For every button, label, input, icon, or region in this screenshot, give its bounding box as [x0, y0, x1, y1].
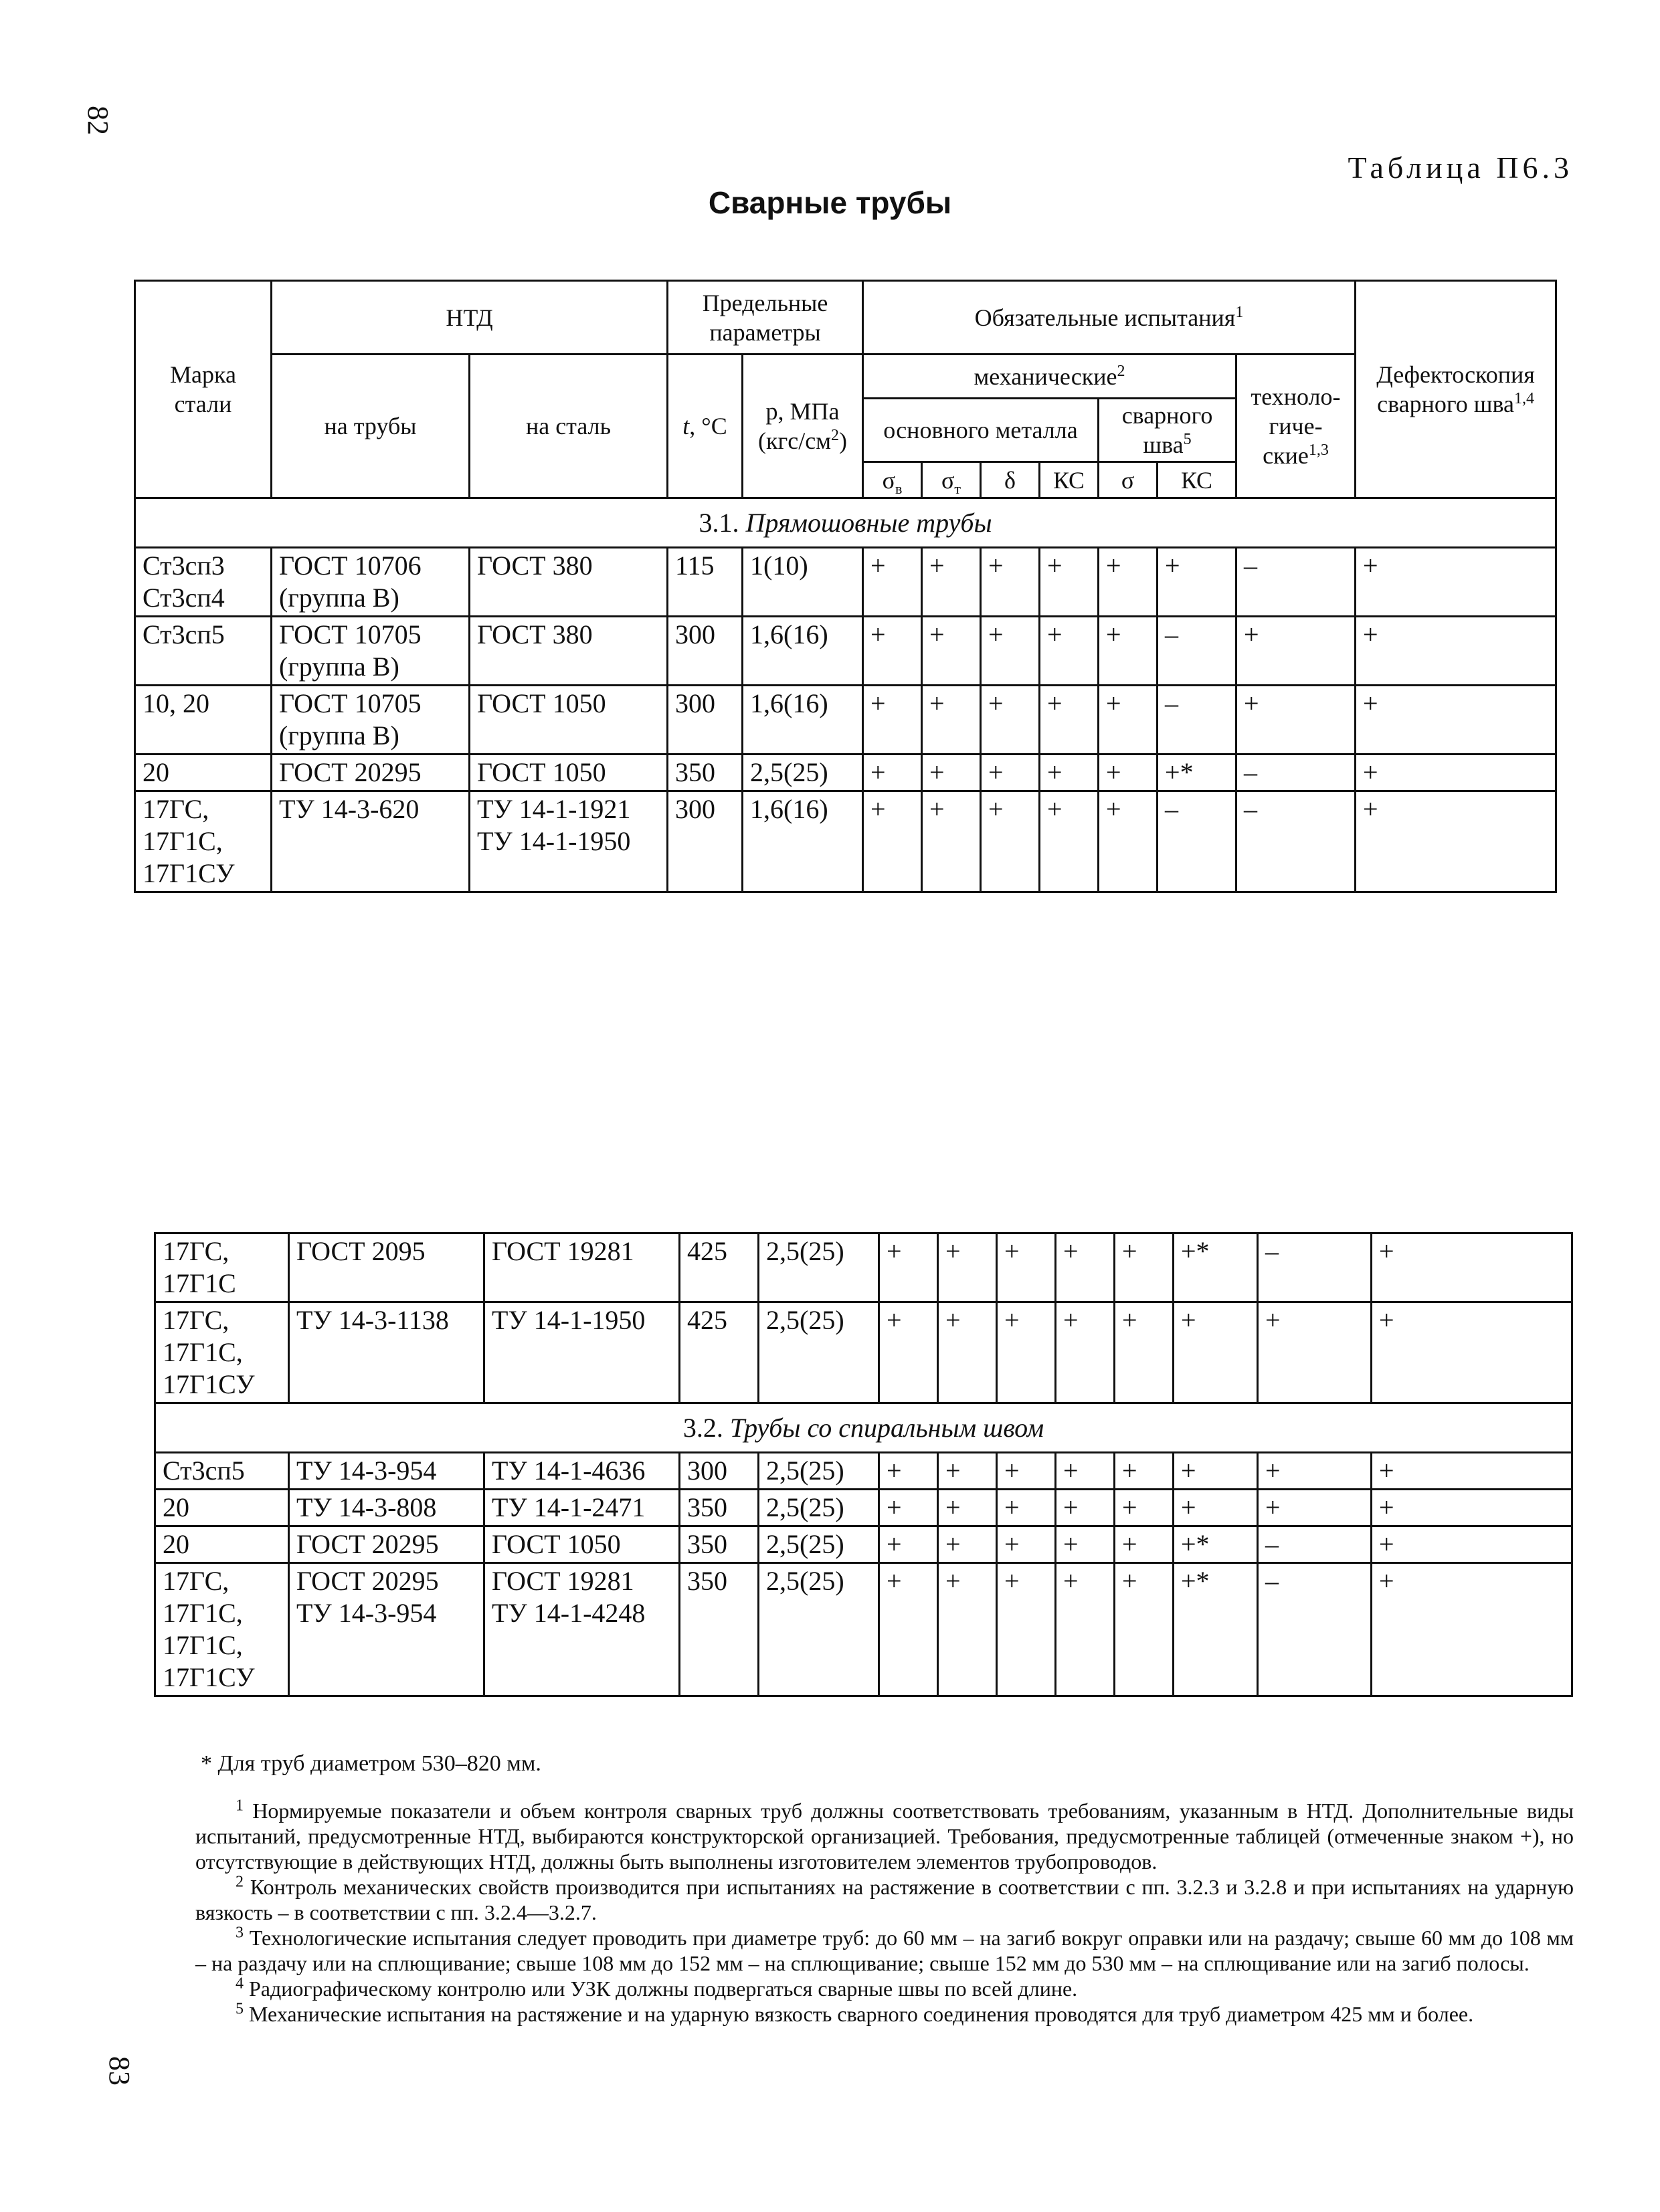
steel-grade-cell: Ст3сп5 [155, 1453, 289, 1490]
footnote-number: 5 [236, 2000, 244, 2018]
footnote [195, 1874, 1574, 1925]
table-row [155, 1526, 1572, 1563]
table-row [135, 791, 1556, 892]
table-label: Таблица П6.3 [1348, 150, 1573, 185]
test-mark-cell: + [1056, 1453, 1115, 1490]
steel-standard-cell: ТУ 14-1-1950 [484, 1302, 680, 1403]
header-mandatory-tests: Обязательные испытания$^1$ [863, 281, 1356, 355]
test-mark-cell: + [1372, 1233, 1572, 1302]
test-mark-cell: + [863, 548, 922, 617]
test-mark-cell: + [879, 1453, 938, 1490]
pipe-standard-cell: ГОСТ 10705 (группа В) [272, 686, 470, 755]
test-mark-cell: + [1158, 548, 1236, 617]
steel-standard-cell: ТУ 14-1-4636 [484, 1453, 680, 1490]
footnote-text: Механические испытания на растяжение и на ударную вязкость сварного соединения проводятся для труб диаметром 425 мм и более. [249, 2002, 1474, 2026]
header-delta: δ [981, 462, 1040, 498]
pressure-cell: 1,6(16) [743, 791, 863, 892]
page-number-bottom: 83 [103, 2056, 136, 2086]
pipe-standard-cell: ТУ 14-3-620 [272, 791, 470, 892]
pressure-cell: 2,5(25) [759, 1302, 879, 1403]
pressure-cell: 1,6(16) [743, 686, 863, 755]
test-mark-cell: + [981, 755, 1040, 791]
test-mark-cell: + [1056, 1490, 1115, 1526]
test-mark-cell: + [1099, 755, 1158, 791]
test-mark-cell: + [1099, 686, 1158, 755]
temperature-cell: 350 [680, 1563, 759, 1696]
temperature-cell: 425 [680, 1302, 759, 1403]
section-heading-spiral-seam: 3.2. Трубы со спиральным швом [155, 1403, 1572, 1453]
pipe-standard-cell: ГОСТ 20295 [289, 1526, 484, 1563]
header-mechanical: механические$^2$ [863, 355, 1236, 399]
test-mark-cell: + [863, 791, 922, 892]
steel-standard-cell: ГОСТ 1050 [470, 755, 668, 791]
steel-standard-cell: ГОСТ 19281 ТУ 14-1-4248 [484, 1563, 680, 1696]
header-flaw-detection: Дефектоскопия сварного шва$^{1,4}$ [1356, 281, 1556, 498]
section-1-rows [135, 548, 1556, 892]
header-sigma-weld: σ [1099, 462, 1158, 498]
page-number-top: 82 [82, 106, 114, 135]
test-mark-cell: + [922, 617, 981, 686]
steel-grade-cell: 20 [155, 1490, 289, 1526]
steel-standard-cell: ГОСТ 1050 [484, 1526, 680, 1563]
test-mark-cell: + [938, 1563, 997, 1696]
test-mark-cell: + [1040, 755, 1099, 791]
pipe-standard-cell: ТУ 14-3-808 [289, 1490, 484, 1526]
test-mark-cell: + [938, 1233, 997, 1302]
continued-rows [155, 1233, 1572, 1403]
header-sigma-t: $\sigma_т$ [922, 462, 981, 498]
test-mark-cell: + [1258, 1453, 1372, 1490]
test-mark-cell: – [1158, 686, 1236, 755]
test-mark-cell: +* [1174, 1233, 1258, 1302]
test-mark-cell: + [863, 617, 922, 686]
header-for-pipes: на трубы [272, 355, 470, 498]
test-mark-cell: + [1040, 617, 1099, 686]
test-mark-cell: + [997, 1526, 1056, 1563]
footnote-text: Радиографическому контролю или УЗК должны подвергаться сварные швы по всей длине. [249, 1977, 1078, 2001]
footnote-number: 4 [236, 1975, 244, 1993]
pipes-table-part-2 [154, 1232, 1573, 1697]
test-mark-cell: + [1115, 1490, 1174, 1526]
test-mark-cell: + [1174, 1453, 1258, 1490]
table-row [155, 1563, 1572, 1696]
test-mark-cell: + [1372, 1563, 1572, 1696]
pressure-cell: 2,5(25) [759, 1526, 879, 1563]
test-mark-cell: +* [1174, 1526, 1258, 1563]
test-mark-cell: + [1099, 617, 1158, 686]
pipes-table-part-1 [134, 280, 1557, 893]
pressure-cell: 1(10) [743, 548, 863, 617]
test-mark-cell: + [1099, 791, 1158, 892]
section-heading-straight-seam: 3.1. Прямошовные трубы [135, 498, 1556, 548]
temperature-cell: 300 [668, 617, 743, 686]
footnotes [195, 1798, 1574, 2027]
test-mark-cell: + [1115, 1302, 1174, 1403]
test-mark-cell: + [997, 1233, 1056, 1302]
header-ntd: НТД [272, 281, 668, 355]
footnote [195, 1925, 1574, 1976]
test-mark-cell: + [1115, 1563, 1174, 1696]
header-kc-base: КС [1040, 462, 1099, 498]
test-mark-cell: + [863, 755, 922, 791]
test-mark-cell: + [1258, 1490, 1372, 1526]
test-mark-cell: + [1356, 755, 1556, 791]
test-mark-cell: – [1258, 1233, 1372, 1302]
footnote-number: 3 [236, 1924, 244, 1942]
steel-standard-cell: ГОСТ 380 [470, 617, 668, 686]
steel-grade-cell: 20 [155, 1526, 289, 1563]
test-mark-cell: + [1056, 1563, 1115, 1696]
temperature-cell: 350 [680, 1526, 759, 1563]
pressure-cell: 2,5(25) [759, 1453, 879, 1490]
test-mark-cell: + [1356, 791, 1556, 892]
footnote-text: Контроль механических свойств производится при испытаниях на растяжение в соответствии с пп. 3.2.3 и 3.2.8 и при испытаниях на ударную вязкость – в соответствии с пп. 3.2.4—3.2.7. [195, 1875, 1574, 1924]
steel-grade-cell: 20 [135, 755, 272, 791]
test-mark-cell: – [1236, 755, 1356, 791]
test-mark-cell: + [1236, 686, 1356, 755]
steel-standard-cell: ГОСТ 19281 [484, 1233, 680, 1302]
test-mark-cell: – [1236, 791, 1356, 892]
test-mark-cell: + [1099, 548, 1158, 617]
test-mark-cell: + [1372, 1453, 1572, 1490]
footnote [195, 1976, 1574, 2001]
test-mark-cell: + [1236, 617, 1356, 686]
steel-grade-cell: 17ГС, 17Г1С, 17Г1СУ [135, 791, 272, 892]
steel-grade-cell: 17ГС, 17Г1С [155, 1233, 289, 1302]
pipe-standard-cell: ТУ 14-3-954 [289, 1453, 484, 1490]
test-mark-cell: + [981, 617, 1040, 686]
test-mark-cell: + [879, 1490, 938, 1526]
temperature-cell: 115 [668, 548, 743, 617]
test-mark-cell: + [938, 1526, 997, 1563]
test-mark-cell: + [879, 1302, 938, 1403]
test-mark-cell: + [1040, 791, 1099, 892]
temperature-cell: 425 [680, 1233, 759, 1302]
steel-grade-cell: 10, 20 [135, 686, 272, 755]
test-mark-cell: + [1115, 1233, 1174, 1302]
test-mark-cell: + [1356, 686, 1556, 755]
steel-standard-cell: ТУ 14-1-2471 [484, 1490, 680, 1526]
test-mark-cell: – [1258, 1563, 1372, 1696]
test-mark-cell: + [1115, 1526, 1174, 1563]
test-mark-cell: + [1040, 548, 1099, 617]
test-mark-cell: – [1158, 617, 1236, 686]
test-mark-cell: + [1056, 1526, 1115, 1563]
steel-standard-cell: ТУ 14-1-1921 ТУ 14-1-1950 [470, 791, 668, 892]
header-pressure: p, МПа $(кгс/см^2)$ [743, 355, 863, 498]
table-row [135, 755, 1556, 791]
table-row [135, 617, 1556, 686]
table-row [155, 1233, 1572, 1302]
header-kc-weld: КС [1158, 462, 1236, 498]
section-2-rows [155, 1453, 1572, 1696]
test-mark-cell: + [997, 1302, 1056, 1403]
footnote [195, 1798, 1574, 1874]
temperature-cell: 300 [668, 686, 743, 755]
test-mark-cell: + [879, 1233, 938, 1302]
test-mark-cell: +* [1158, 755, 1236, 791]
table-row [155, 1302, 1572, 1403]
test-mark-cell: + [863, 686, 922, 755]
test-mark-cell: + [1040, 686, 1099, 755]
asterisk-note: * Для труб диаметром 530–820 мм. [201, 1751, 541, 1776]
pipe-standard-cell: ГОСТ 20295 [272, 755, 470, 791]
test-mark-cell: + [879, 1526, 938, 1563]
pressure-cell: 2,5(25) [759, 1233, 879, 1302]
test-mark-cell: + [997, 1563, 1056, 1696]
header-weld: сварного шва$^5$ [1099, 399, 1236, 462]
test-mark-cell: + [922, 686, 981, 755]
test-mark-cell: + [1372, 1490, 1572, 1526]
test-mark-cell: + [1115, 1453, 1174, 1490]
header-steel-grade: Марка стали [135, 281, 272, 498]
page-title: Сварные трубы [708, 185, 952, 220]
pipe-standard-cell: ГОСТ 20295 ТУ 14-3-954 [289, 1563, 484, 1696]
test-mark-cell: + [981, 548, 1040, 617]
test-mark-cell: + [1372, 1302, 1572, 1403]
test-mark-cell: + [1056, 1233, 1115, 1302]
steel-grade-cell: 17ГС, 17Г1С, 17Г1СУ [155, 1302, 289, 1403]
steel-grade-cell: Ст3сп3 Ст3сп4 [135, 548, 272, 617]
test-mark-cell: +* [1174, 1563, 1258, 1696]
pipe-standard-cell: ТУ 14-3-1138 [289, 1302, 484, 1403]
footnote-text: Нормируемые показатели и объем контроля сварных труб должны соответствовать требованиям, указанным в НТД. Дополнительные виды испытаний, предусмотренные НТД, выбираются конструкторской организацией. Требования, предусмотренные таблицей (отмеченные знаком +), но отсутствующие в действующих НТД, должны быть выполнены изготовителем элементов трубопроводов. [195, 1799, 1574, 1874]
test-mark-cell: + [997, 1490, 1056, 1526]
temperature-cell: 300 [668, 791, 743, 892]
test-mark-cell: + [922, 791, 981, 892]
test-mark-cell: + [1258, 1302, 1372, 1403]
table-row [155, 1490, 1572, 1526]
temperature-cell: 300 [680, 1453, 759, 1490]
table-row [135, 686, 1556, 755]
header-for-steel: на сталь [470, 355, 668, 498]
table-row [155, 1453, 1572, 1490]
header-sigma-b: $\sigma_в$ [863, 462, 922, 498]
test-mark-cell: + [922, 755, 981, 791]
pressure-cell: 2,5(25) [743, 755, 863, 791]
steel-standard-cell: ГОСТ 380 [470, 548, 668, 617]
footnote [195, 2001, 1574, 2027]
test-mark-cell: + [1056, 1302, 1115, 1403]
test-mark-cell: + [1356, 617, 1556, 686]
footnote-number: 1 [236, 1797, 244, 1815]
test-mark-cell: + [938, 1302, 997, 1403]
pipe-standard-cell: ГОСТ 10705 (группа В) [272, 617, 470, 686]
test-mark-cell: + [1174, 1490, 1258, 1526]
test-mark-cell: + [922, 548, 981, 617]
test-mark-cell: – [1158, 791, 1236, 892]
test-mark-cell: + [1372, 1526, 1572, 1563]
temperature-cell: 350 [680, 1490, 759, 1526]
test-mark-cell: + [938, 1490, 997, 1526]
footnote-text: Технологические испытания следует проводить при диаметре труб: до 60 мм – на загиб вокруг оправки или на раздачу; свыше 60 мм до 108 мм – на раздачу или на сплющивание; свыше 108 мм до 152 мм – на сплющивание; свыше 152 мм до 530 мм – на сплющивание или на загиб полосы. [195, 1926, 1574, 1975]
table-row [135, 548, 1556, 617]
test-mark-cell: – [1258, 1526, 1372, 1563]
steel-standard-cell: ГОСТ 1050 [470, 686, 668, 755]
test-mark-cell: – [1236, 548, 1356, 617]
test-mark-cell: + [938, 1453, 997, 1490]
header-temperature: t, °C [668, 355, 743, 498]
test-mark-cell: + [981, 686, 1040, 755]
pipe-standard-cell: ГОСТ 2095 [289, 1233, 484, 1302]
steel-grade-cell: 17ГС, 17Г1С, 17Г1С, 17Г1СУ [155, 1563, 289, 1696]
test-mark-cell: + [1174, 1302, 1258, 1403]
pressure-cell: 2,5(25) [759, 1563, 879, 1696]
temperature-cell: 350 [668, 755, 743, 791]
header-technological: техноло-гиче-ские$^{1,3}$ [1236, 355, 1356, 498]
header-limit-params: Предельные параметры [668, 281, 863, 355]
test-mark-cell: + [879, 1563, 938, 1696]
pipe-standard-cell: ГОСТ 10706 (группа В) [272, 548, 470, 617]
steel-grade-cell: Ст3сп5 [135, 617, 272, 686]
pressure-cell: 2,5(25) [759, 1490, 879, 1526]
test-mark-cell: + [1356, 548, 1556, 617]
test-mark-cell: + [997, 1453, 1056, 1490]
test-mark-cell: + [981, 791, 1040, 892]
footnote-number: 2 [236, 1873, 244, 1891]
header-base-metal: основного металла [863, 399, 1099, 462]
pressure-cell: 1,6(16) [743, 617, 863, 686]
